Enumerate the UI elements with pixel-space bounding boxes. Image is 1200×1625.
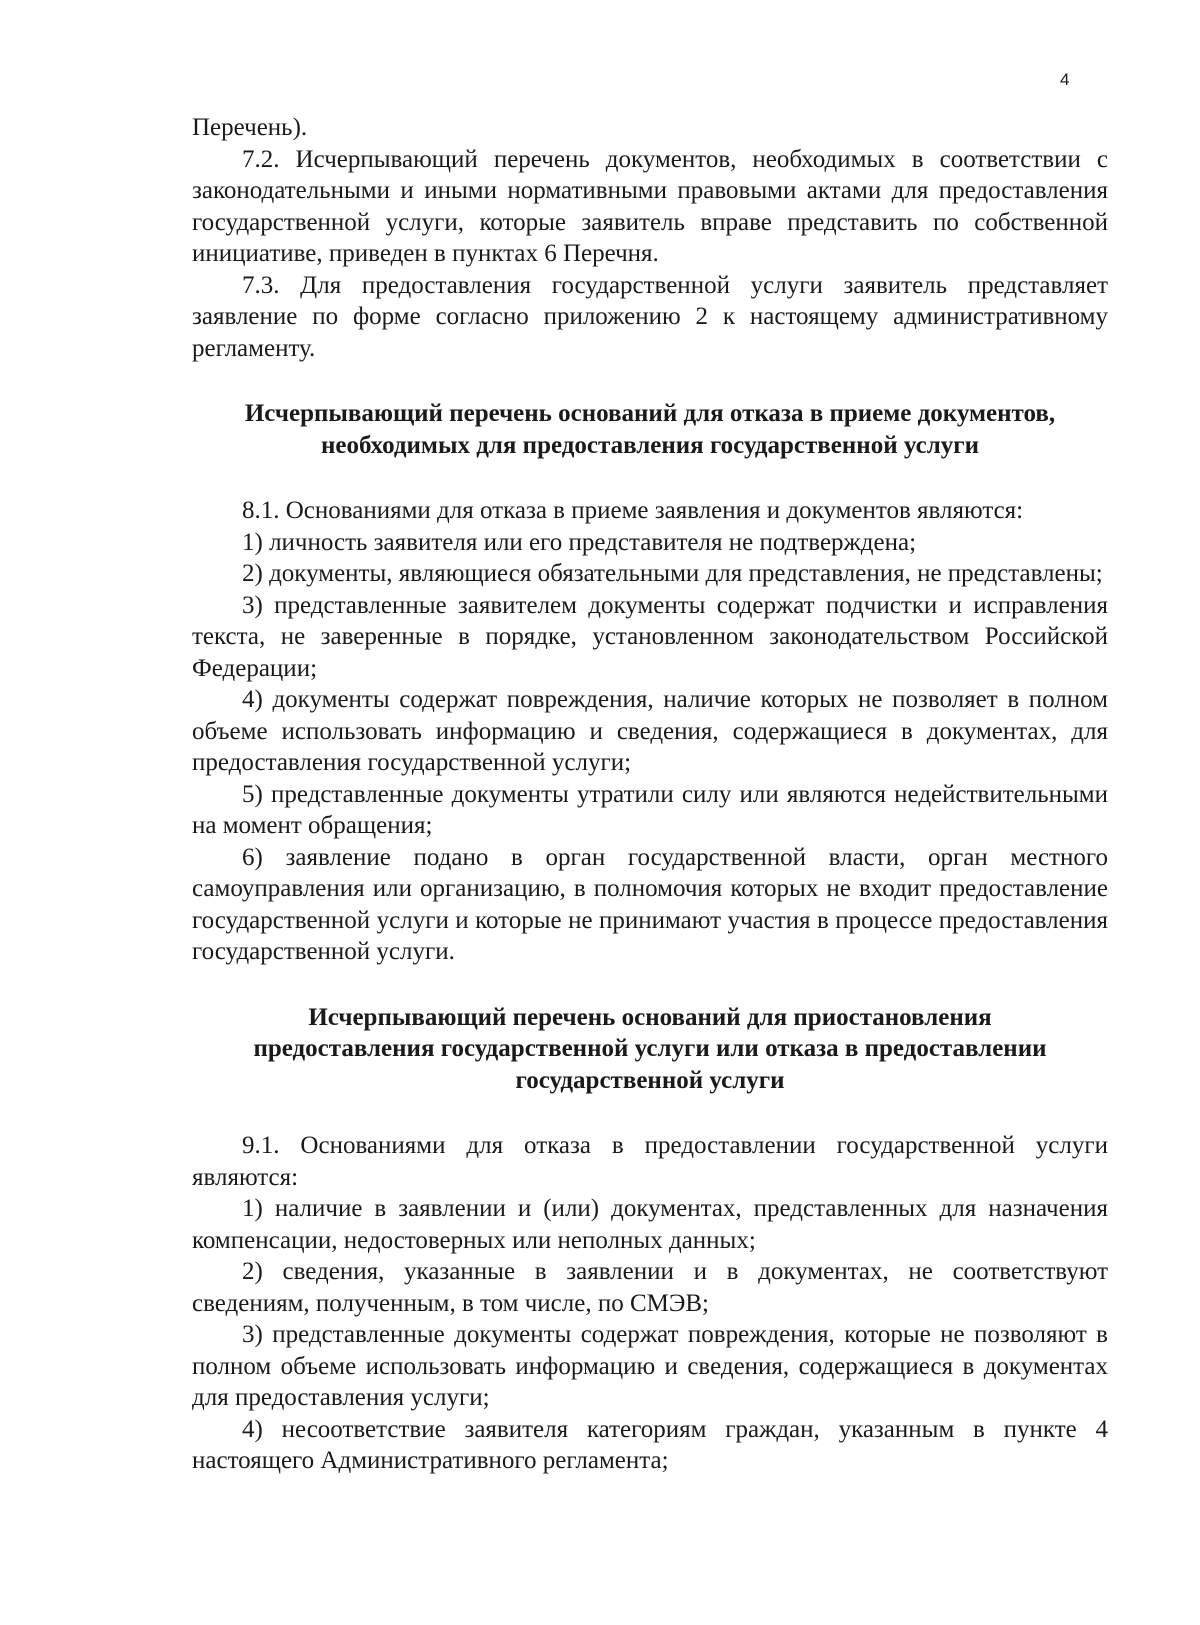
list-item-8-1-4: 4) документы содержат повреждения, наличие которых не позволяет в полном объеме использовать информацию и сведения, содержащиеся в документах, для предоставления государственной услуги; [192, 686, 1108, 776]
paragraph-7-3: 7.3. Для предоставления государственной услуги заявитель представляет заявление по форме согласно приложению 2 к настоящему административному регламенту. [192, 271, 1108, 362]
list-item-9-1-4: 4) несоответствие заявителя категориям граждан, указанным в пункте 4 настоящего Административного регламента; [192, 1415, 1108, 1474]
list-item-9-1-2: 2) сведения, указанные в заявлении и в документах, не соответствуют сведениям, полученным, в том числе, по СМЭВ; [192, 1258, 1108, 1317]
list-item-8-1-2: 2) документы, являющиеся обязательными для представления, не представлены; [242, 560, 1103, 587]
list-item-8-1-1: 1) личность заявителя или его представителя не подтверждена; [242, 528, 917, 556]
section-9-heading [192, 1002, 1108, 1097]
list-item-8-1-5: 5) представленные документы утратили силу или являются недействительными на момент обращения; [192, 780, 1108, 839]
section-9-heading-line-3: государственной услуги [515, 1066, 785, 1094]
paragraph-continuation: Перечень). [192, 114, 308, 141]
paragraph-9-1: 9.1. Основаниями для отказа в предоставлении государственной услуги являются: [192, 1132, 1108, 1191]
page-number: 4 [1060, 70, 1070, 89]
document-body [192, 112, 1108, 1477]
section-9-heading-line-1: Исчерпывающий перечень оснований для приостановления [308, 1003, 992, 1031]
paragraph-7-2: 7.2. Исчерпывающий перечень документов, необходимых в соответствии с законодательными и иными нормативными правовыми актами для предоставления государственной услуги, которые заявитель вправе представить по собственной инициативе, приведен в пунктах 6 Перечня. [192, 145, 1108, 267]
list-item-9-1-1: 1) наличие в заявлении и (или) документах, представленных для назначения компенсации, недостоверных или неполных данных; [192, 1195, 1108, 1254]
section-9-heading-line-2: предоставления государственной услуги или отказа в предоставлении [253, 1035, 1047, 1062]
section-8-heading: Исчерпывающий перечень оснований для отказа в приеме документов, необходимых для предоставления государственной услуги [244, 400, 1056, 459]
list-item-8-1-3: 3) представленные заявителем документы содержат подчистки и исправления текста, не заверенные в порядке, установленном законодательством Российской Федерации; [192, 591, 1108, 682]
list-item-8-1-6: 6) заявление подано в орган государственной власти, орган местного самоуправления или организацию, в полномочия которых не входит предоставление государственной услуги и которые не принимают участия в процессе предоставления государственной услуги. [192, 843, 1108, 965]
paragraph-8-1: 8.1. Основаниями для отказа в приеме заявления и документов являются: [242, 497, 1024, 524]
list-item-9-1-3: 3) представленные документы содержат повреждения, которые не позволяют в полном объеме использовать информацию и сведения, содержащиеся в документах для предоставления услуги; [192, 1321, 1108, 1411]
